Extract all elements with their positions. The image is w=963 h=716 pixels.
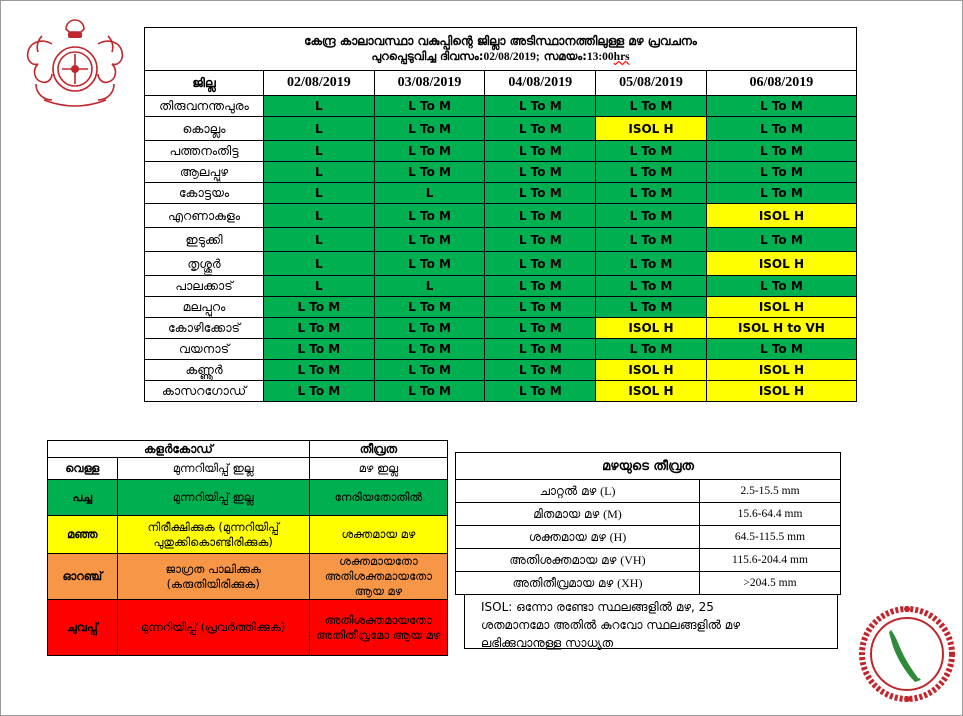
date-header: 04/08/2019: [485, 71, 596, 96]
forecast-cell: ISOL H: [596, 381, 707, 402]
district-name: മലപ്പുറം: [145, 297, 264, 318]
intensity-row: [456, 572, 841, 595]
forecast-cell: L To M: [485, 162, 596, 183]
table-row: [145, 117, 857, 141]
forecast-cell: L To M: [485, 228, 596, 252]
district-name: പാലക്കാട്: [145, 276, 264, 297]
intensity-range: 115.6-204.4 mm: [700, 549, 841, 572]
intensity-title: മഴയുടെ തീവ്രത: [456, 453, 841, 480]
intensity-range: >204.5 mm: [700, 572, 841, 595]
forecast-cell: L To M: [485, 297, 596, 318]
district-header: ജില്ല: [145, 71, 264, 96]
district-name: ആലപ്പുഴ: [145, 162, 264, 183]
forecast-cell: L To M: [374, 360, 485, 381]
forecast-cell: L To M: [706, 183, 856, 204]
kerala-emblem-icon: [22, 14, 128, 112]
forecast-cell: L To M: [374, 252, 485, 276]
legend-severity: മഴ ഇല്ല: [309, 458, 447, 480]
forecast-cell: L To M: [374, 381, 485, 402]
forecast-cell: L To M: [485, 183, 596, 204]
intensity-label: [456, 480, 700, 503]
legend-action: ജാഗ്രത പാലിക്കുക (കരുതിയിരിക്കുക): [117, 554, 309, 600]
time-suffix: hrs: [613, 50, 630, 63]
legend-row: [48, 480, 448, 516]
disaster-management-seal-icon: [857, 600, 957, 708]
forecast-cell: L To M: [706, 339, 856, 360]
table-row: [145, 381, 857, 402]
forecast-cell: L To M: [374, 141, 485, 162]
forecast-cell: L To M: [596, 162, 707, 183]
forecast-cell: ISOL H: [706, 297, 856, 318]
legend-severity: ശക്തമായ മഴ: [309, 516, 447, 554]
forecast-cell: L To M: [264, 339, 375, 360]
forecast-cell: L: [264, 252, 375, 276]
forecast-cell: L To M: [485, 141, 596, 162]
district-name: തൃശ്ശൂർ: [145, 252, 264, 276]
forecast-cell: L To M: [596, 252, 707, 276]
intensity-code: (H): [609, 529, 627, 544]
forecast-cell: L To M: [374, 297, 485, 318]
forecast-cell: L To M: [485, 360, 596, 381]
forecast-rows: [145, 96, 857, 402]
legend-action: നിരീക്ഷിക്കുക (മുന്നറിയിപ്പ് പുതുക്കികൊണ്ടിരിക്കുക): [117, 516, 309, 554]
legend-color-name: ചുവപ്പ്: [48, 600, 118, 656]
forecast-cell: L To M: [596, 276, 707, 297]
color-code-legend: [47, 440, 448, 656]
forecast-cell: L To M: [706, 96, 856, 117]
intensity-label-text: അതിതീവ്രമായ മഴ: [512, 575, 614, 590]
forecast-cell: L To M: [485, 96, 596, 117]
district-name: ഇടുക്കി: [145, 228, 264, 252]
forecast-cell: L: [264, 141, 375, 162]
issued-date: 02/08/2019;: [483, 50, 540, 63]
intensity-label-text: അതിശക്തമായ മഴ: [509, 552, 617, 567]
forecast-cell: L: [264, 228, 375, 252]
table-row: [145, 339, 857, 360]
table-title: [145, 28, 857, 71]
intensity-range: 15.6-64.4 mm: [700, 503, 841, 526]
intensity-code: (XH): [617, 575, 643, 590]
forecast-cell: L To M: [706, 117, 856, 141]
legend-action: മുന്നറിയിപ്പ് (പ്രവർത്തിക്കുക): [117, 600, 309, 656]
forecast-cell: L: [264, 96, 375, 117]
intensity-label: [456, 526, 700, 549]
table-row: [145, 141, 857, 162]
forecast-title: കേന്ദ്ര കാലാവസ്ഥാ വകുപ്പിന്റെ ജില്ലാ അടിസ്ഥാനത്തിലുള്ള മഴ പ്രവചനം: [304, 33, 697, 48]
table-row: [145, 297, 857, 318]
legend-rows: [48, 458, 448, 656]
forecast-table: [144, 27, 857, 402]
forecast-cell: L To M: [485, 117, 596, 141]
forecast-cell: L To M: [596, 141, 707, 162]
date-header: 06/08/2019: [706, 71, 856, 96]
district-name: എറണാകുളം: [145, 204, 264, 228]
forecast-cell: L To M: [485, 381, 596, 402]
forecast-cell: ISOL H: [706, 381, 856, 402]
forecast-cell: L To M: [374, 339, 485, 360]
legend-color-name: പച്ച: [48, 480, 118, 516]
legend-color-name: മഞ്ഞ: [48, 516, 118, 554]
forecast-cell: ISOL H: [596, 117, 707, 141]
district-name: തിരുവനന്തപുരം: [145, 96, 264, 117]
table-row: [145, 360, 857, 381]
district-name: പത്തനംതിട്ട: [145, 141, 264, 162]
forecast-cell: L To M: [596, 183, 707, 204]
forecast-cell: L To M: [596, 228, 707, 252]
intensity-range: 64.5-115.5 mm: [700, 526, 841, 549]
intensity-row: [456, 549, 841, 572]
forecast-cell: ISOL H to VH: [706, 318, 856, 339]
table-row: [145, 162, 857, 183]
isol-note: [464, 594, 838, 649]
note-line: ISOL: ഒന്നോ രണ്ടോ സ്ഥലങ്ങളിൽ മഴ, 25: [481, 600, 714, 614]
district-name: കോട്ടയം: [145, 183, 264, 204]
forecast-cell: ISOL H: [596, 360, 707, 381]
forecast-cell: L To M: [706, 141, 856, 162]
forecast-cell: L To M: [374, 228, 485, 252]
forecast-cell: L: [264, 204, 375, 228]
forecast-cell: L: [264, 117, 375, 141]
issued-time: 13:00: [586, 50, 614, 63]
forecast-cell: L To M: [264, 381, 375, 402]
forecast-cell: ISOL H: [596, 318, 707, 339]
district-name: കാസറഗോഡ്: [145, 381, 264, 402]
forecast-cell: L To M: [374, 117, 485, 141]
forecast-cell: L To M: [374, 96, 485, 117]
forecast-cell: L To M: [374, 162, 485, 183]
table-row: [145, 228, 857, 252]
legend-row: [48, 458, 448, 480]
intensity-row: [456, 480, 841, 503]
forecast-cell: L To M: [596, 204, 707, 228]
table-row: [145, 318, 857, 339]
intensity-row: [456, 503, 841, 526]
intensity-label-text: മിതമായ മഴ: [533, 506, 600, 521]
district-name: കണ്ണൂർ: [145, 360, 264, 381]
legend-severity: നേരിയതോതിൽ: [309, 480, 447, 516]
forecast-cell: L To M: [374, 318, 485, 339]
legend-color-header: കളർകോഡ്: [48, 441, 310, 458]
intensity-label: [456, 572, 700, 595]
forecast-cell: L: [374, 183, 485, 204]
legend-color-name: ഓറഞ്ച്: [48, 554, 118, 600]
district-name: കൊല്ലം: [145, 117, 264, 141]
table-row: [145, 252, 857, 276]
intensity-code: (L): [600, 483, 616, 498]
intensity-rows: [456, 480, 841, 595]
intensity-label: [456, 549, 700, 572]
forecast-cell: ISOL H: [706, 252, 856, 276]
forecast-cell: L To M: [596, 96, 707, 117]
table-row: [145, 204, 857, 228]
legend-row: [48, 516, 448, 554]
legend-severity-header: തീവ്രത: [309, 441, 447, 458]
intensity-label: [456, 503, 700, 526]
legend-action: മുന്നറിയിപ്പ് ഇല്ല: [117, 480, 309, 516]
legend-row: [48, 554, 448, 600]
forecast-cell: L To M: [596, 297, 707, 318]
legend-color-name: വെള്ള: [48, 458, 118, 480]
intensity-range: 2.5-15.5 mm: [700, 480, 841, 503]
legend-action: മുന്നറിയിപ്പ് ഇല്ല: [117, 458, 309, 480]
table-row: [145, 96, 857, 117]
forecast-cell: L To M: [596, 339, 707, 360]
intensity-label-text: ശക്തമായ മഴ: [528, 529, 606, 544]
intensity-code: (M): [603, 506, 622, 521]
forecast-cell: L To M: [485, 339, 596, 360]
intensity-code: (VH): [620, 552, 646, 567]
forecast-cell: L: [264, 183, 375, 204]
forecast-cell: L To M: [706, 276, 856, 297]
forecast-cell: L To M: [706, 228, 856, 252]
forecast-cell: L To M: [374, 204, 485, 228]
forecast-cell: L To M: [485, 318, 596, 339]
issued-line: പുറപ്പെടുവിച്ച ദിവസം:02/08/2019; സമയം:13:00hrs: [371, 48, 630, 63]
forecast-cell: L To M: [264, 360, 375, 381]
legend-severity: അതിശക്തമായതോ അതിതീവ്രമോ ആയ മഴ: [309, 600, 447, 656]
forecast-cell: L: [374, 276, 485, 297]
intensity-label-text: ചാറ്റൽ മഴ: [539, 483, 597, 498]
forecast-cell: L To M: [485, 252, 596, 276]
date-header: 02/08/2019: [264, 71, 375, 96]
intensity-row: [456, 526, 841, 549]
note-line: ശതമാനമോ അതിൽ കുറവോ സ്ഥലങ്ങളിൽ മഴ: [481, 618, 741, 632]
table-row: [145, 183, 857, 204]
date-header: 05/08/2019: [596, 71, 707, 96]
forecast-cell: L To M: [485, 276, 596, 297]
forecast-cell: ISOL H: [706, 360, 856, 381]
forecast-cell: ISOL H: [706, 204, 856, 228]
legend-severity: ശക്തമായതോ അതിശക്തമായതോ ആയ മഴ: [309, 554, 447, 600]
date-header: 03/08/2019: [374, 71, 485, 96]
rain-intensity-table: [455, 452, 841, 595]
district-name: വയനാട്: [145, 339, 264, 360]
district-name: കോഴിക്കോട്: [145, 318, 264, 339]
forecast-cell: L: [264, 162, 375, 183]
legend-row: [48, 600, 448, 656]
table-row: [145, 276, 857, 297]
forecast-cell: L To M: [485, 204, 596, 228]
forecast-cell: L: [264, 276, 375, 297]
forecast-cell: L To M: [264, 297, 375, 318]
forecast-cell: L To M: [264, 318, 375, 339]
note-line: ലഭിക്കുവാനുള്ള സാധ്യത: [481, 636, 614, 650]
forecast-cell: L To M: [706, 162, 856, 183]
